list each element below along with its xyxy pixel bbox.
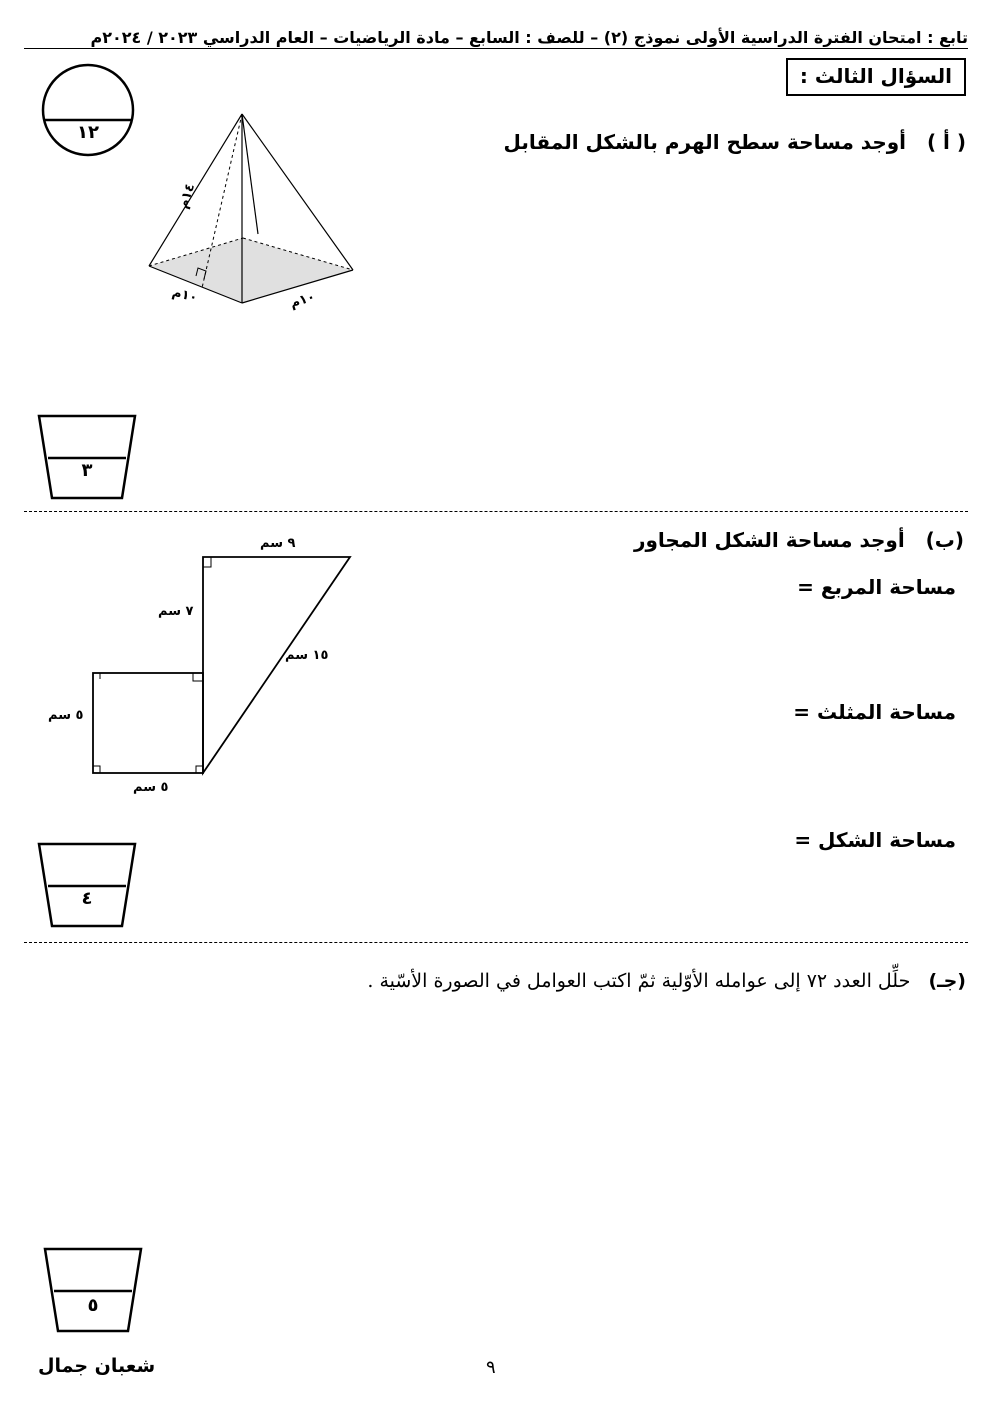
section-separator — [24, 942, 968, 943]
vertical-side-label: ٧ سم — [158, 604, 194, 619]
author-name: شعبان جمال — [38, 1355, 156, 1377]
square-area-prompt: مساحة المربع = — [797, 575, 956, 599]
pyramid-base-left-label: ١٠م — [170, 285, 199, 306]
part-a-label: ( أ ) — [926, 130, 966, 154]
part-c-question — [367, 970, 966, 992]
square-side-label: ٥ سم — [48, 708, 84, 723]
triangle-area-prompt: مساحة المثلث = — [793, 700, 956, 724]
part-c-text: حلِّل العدد ٧٢ إلى عوامله الأوّلية ثمّ اكتب العوامل في الصورة الأسّية . — [367, 970, 911, 992]
total-score-value: ١٢ — [77, 122, 99, 143]
total-score-circle — [40, 62, 136, 158]
part-a-text: أوجد مساحة سطح الهرم بالشكل المقابل — [503, 130, 907, 154]
part-b-score-value: ٤ — [81, 888, 93, 909]
square-bottom-label: ٥ سم — [133, 780, 169, 795]
composite-shape-figure — [80, 545, 370, 785]
part-c-score-value: ٥ — [87, 1295, 99, 1316]
top-side-label: ٩ سم — [260, 536, 296, 551]
part-a-question — [504, 130, 966, 154]
pyramid-slant-label: ١٤م — [176, 181, 199, 211]
score-cup-shape — [36, 842, 138, 928]
pyramid-figure — [140, 108, 370, 313]
part-b-question — [634, 528, 964, 552]
page-header: تابع : امتحان الفترة الدراسية الأولى نموذج (٢) – للصف : السابع – مادة الرياضيات – العام الدراسي ٢٠٢٣ / ٢٠٢٤م — [90, 28, 968, 47]
hypotenuse-label: ١٥ سم — [285, 648, 329, 663]
part-b-label: (ب) — [925, 528, 964, 552]
part-c-score-box — [42, 1247, 144, 1333]
score-cup-shape — [42, 1247, 144, 1333]
header-underline — [24, 48, 968, 49]
part-a-score-value: ٣ — [81, 460, 93, 481]
score-cup-shape — [36, 414, 138, 500]
page-number: ٩ — [486, 1357, 496, 1378]
shape-area-prompt: مساحة الشكل = — [794, 828, 956, 852]
part-b-text: أوجد مساحة الشكل المجاور — [633, 528, 905, 552]
section-separator — [24, 511, 968, 512]
score-circle-shape — [40, 62, 136, 158]
part-b-score-box — [36, 842, 138, 928]
pyramid-base-right-label: ١٠م — [288, 289, 318, 312]
part-c-label: (جـ) — [928, 970, 966, 992]
part-a-score-box — [36, 414, 138, 500]
question-title: السؤال الثالث : — [786, 58, 966, 96]
